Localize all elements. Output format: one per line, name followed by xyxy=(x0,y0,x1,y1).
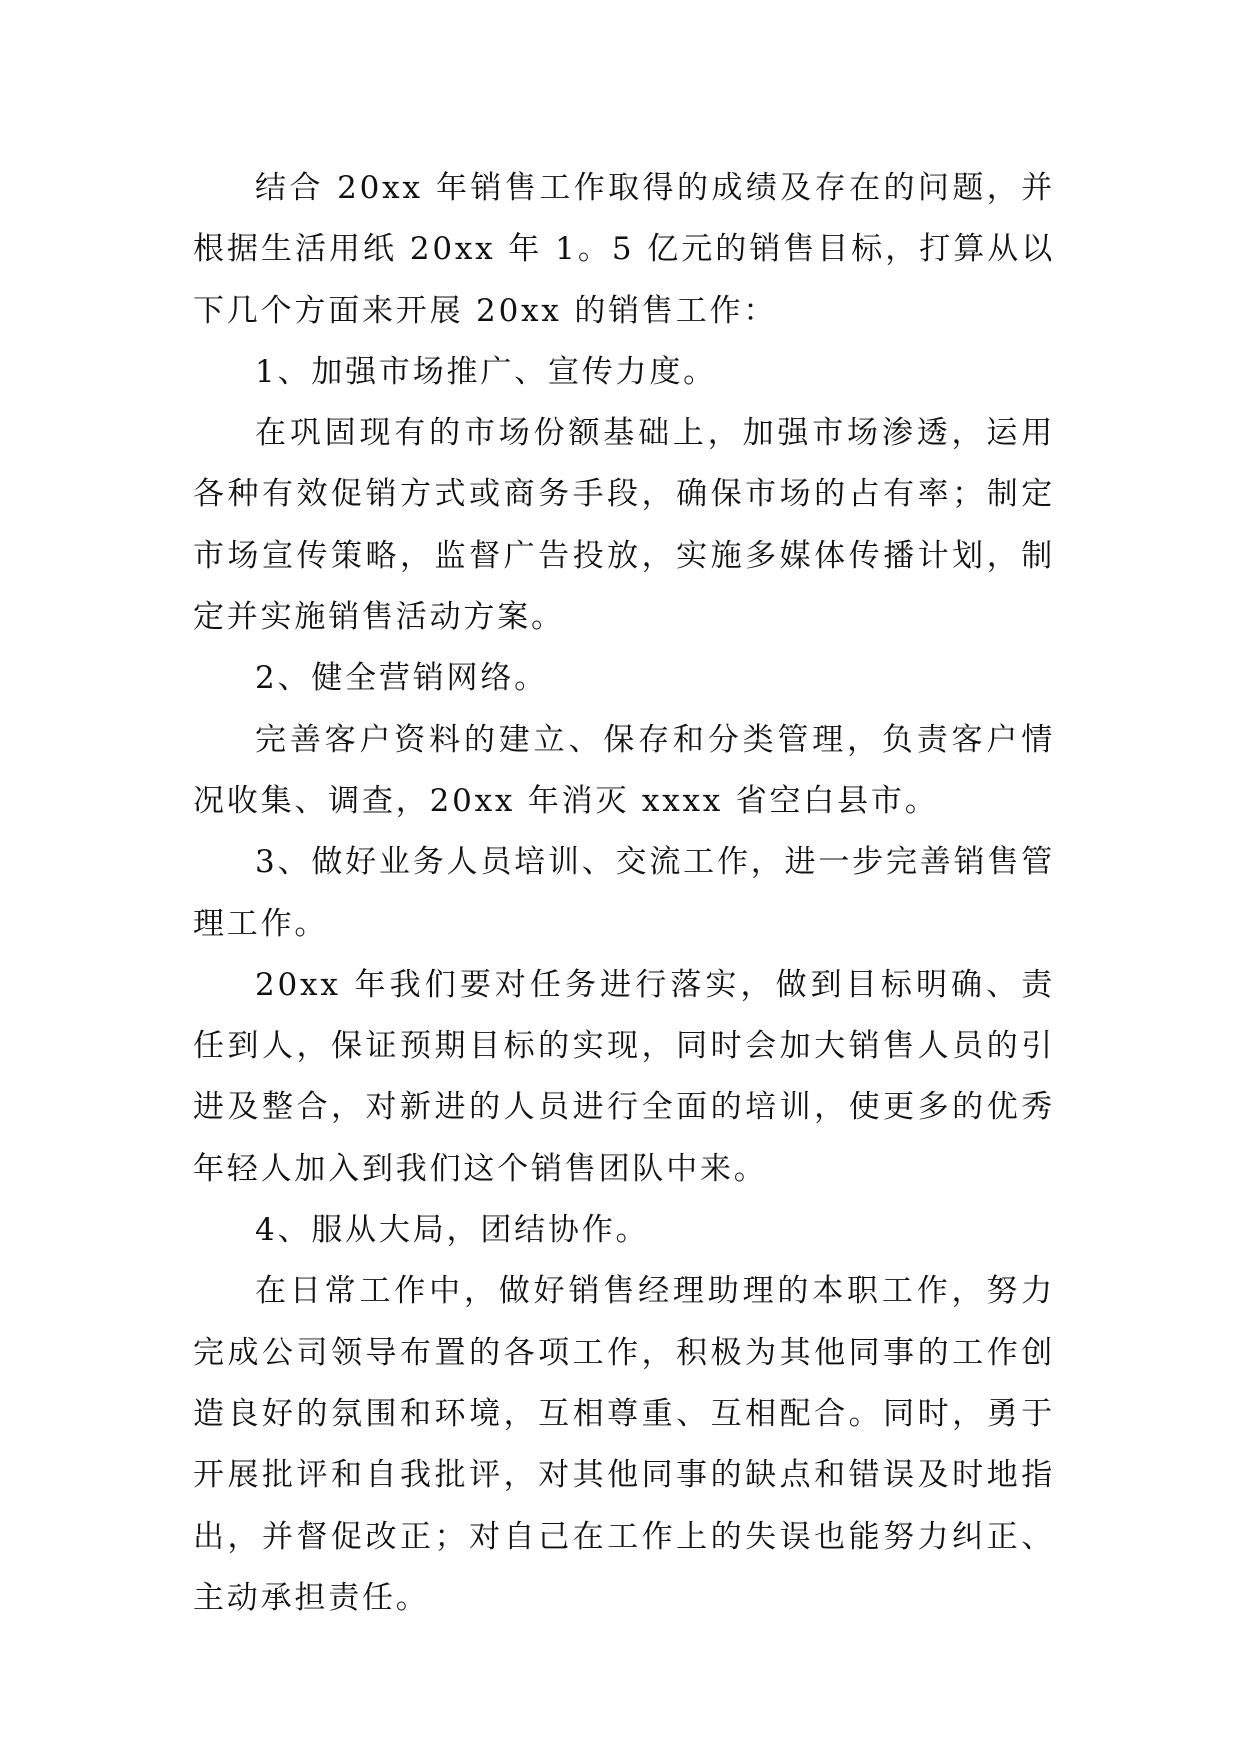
heading-item-1: 1、加强市场推广、宣传力度。 xyxy=(255,353,717,390)
paragraph-item-4: 在日常工作中，做好销售经理助理的本职工作，努力完成公司领导布置的各项工作，积极为其他同事的工作创造良好的氛围和环境，互相尊重、互相配合。同时，勇于开展批评和自我批评，对其他同事的缺点和错误及时地指出，并督促改正；对自己在工作上的失误也能努力纠正、主动承担责任。 xyxy=(193,1273,1055,1616)
paragraph-item-1: 在巩固现有的市场份额基础上，加强市场渗透，运用各种有效促销方式或商务手段，确保市场的占有率；制定市场宣传策略，监督广告投放，实施多媒体传播计划，制定并实施销售活动方案。 xyxy=(193,415,1055,636)
paragraph-intro: 结合 20xx 年销售工作取得的成绩及存在的问题，并根据生活用纸 20xx 年 1。5 亿元的销售目标，打算从以下几个方面来开展 20xx 的销售工作： xyxy=(193,170,1055,329)
paragraph-item-2: 完善客户资料的建立、保存和分类管理，负责客户情况收集、调查，20xx 年消灭 xxxx 省空白县市。 xyxy=(193,721,1055,819)
document-body xyxy=(193,158,1055,1629)
heading-item-3: 3、做好业务人员培训、交流工作，进一步完善销售管理工作。 xyxy=(193,844,1055,942)
heading-item-4: 4、服从大局，团结协作。 xyxy=(255,1212,650,1249)
paragraph-item-3: 20xx 年我们要对任务进行落实，做到目标明确、责任到人，保证预期目标的实现，同时会加大销售人员的引进及整合，对新进的人员进行全面的培训，使更多的优秀年轻人加入到我们这个销售团队中来。 xyxy=(193,966,1055,1187)
heading-item-2: 2、健全营销网络。 xyxy=(255,660,548,697)
